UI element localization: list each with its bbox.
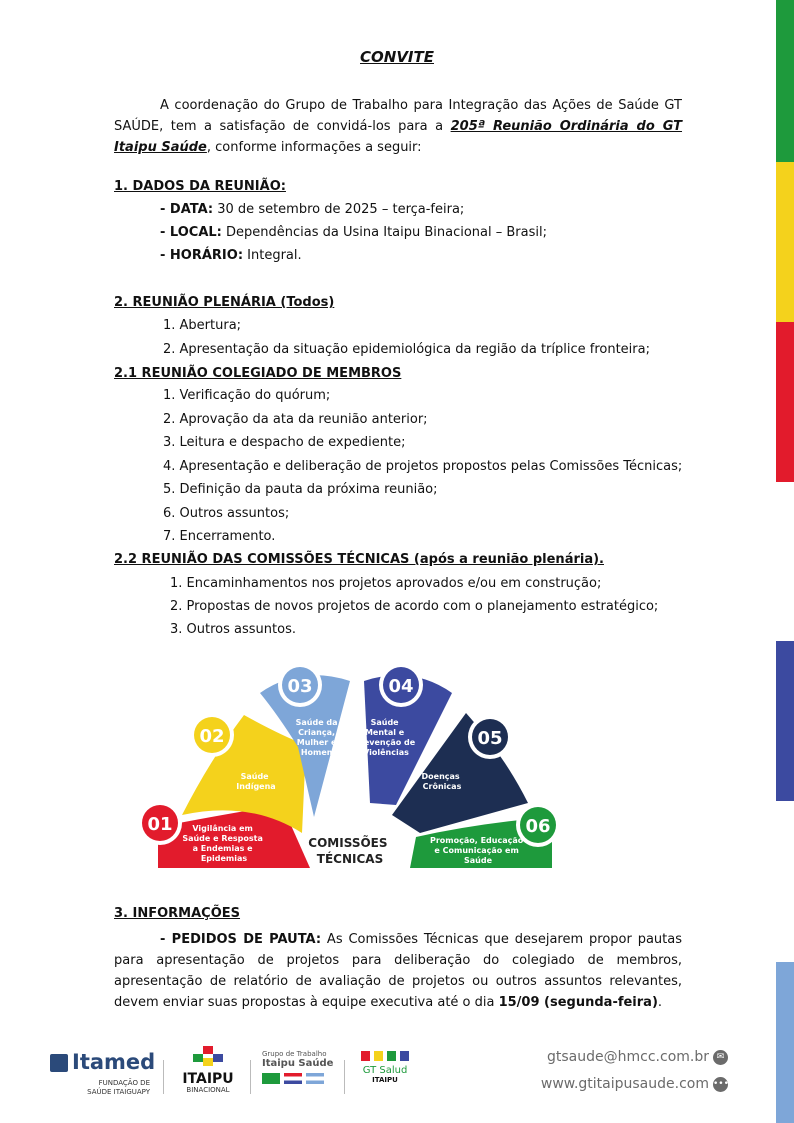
segment-number: 06 xyxy=(525,816,551,837)
page-title: CONVITE xyxy=(360,48,434,66)
list-item: 1. Verificação do quórum; xyxy=(163,388,331,403)
list-item: 2. Apresentação da situação epidemiológica da região da tríplice fronteira; xyxy=(163,342,650,357)
email-text: gtsaude@hmcc.com.br xyxy=(547,1049,709,1065)
badge-03 xyxy=(278,663,322,707)
stripe-lightblue xyxy=(776,962,794,1123)
intro-text-end: , conforme informações a seguir: xyxy=(206,140,422,155)
segment-label-06: Promoção, Educação e Comunicação em Saúde xyxy=(429,836,524,865)
commissions-diagram xyxy=(120,655,590,880)
info-date: - DATA: 30 de setembro de 2025 – terça-feira; xyxy=(160,202,465,217)
list-item: 6. Outros assuntos; xyxy=(163,506,290,521)
footer-divider xyxy=(344,1060,345,1094)
stripe-green xyxy=(776,0,794,162)
intro-text: A coordenação do Grupo de Trabalho para Integração das Ações de Saúde GT SAÚDE, tem a satisfação de convidá-los para a xyxy=(114,98,682,134)
itamed-name: Itamed xyxy=(72,1050,156,1074)
stripe-red xyxy=(776,322,794,482)
list-item: 3. Leitura e despacho de expediente; xyxy=(163,435,406,450)
list-item: 2. Propostas de novos projetos de acordo com o planejamento estratégico; xyxy=(170,599,659,614)
list-item: 2. Aprovação da ata da reunião anterior; xyxy=(163,412,428,427)
section1-heading: 1. DADOS DA REUNIÃO: xyxy=(114,179,286,194)
segment-number: 03 xyxy=(287,676,313,697)
list-item: 7. Encerramento. xyxy=(163,529,276,544)
section2-heading: 2. REUNIÃO PLENÁRIA (Todos) xyxy=(114,295,335,310)
stripe-navy xyxy=(776,641,794,801)
diagram-center-label: COMISSÕES TÉCNICAS xyxy=(308,836,388,866)
intro-paragraph xyxy=(114,95,682,158)
segment-number: 04 xyxy=(388,676,414,697)
info-time: - HORÁRIO: Integral. xyxy=(160,248,302,263)
footer-website xyxy=(541,1076,728,1092)
footer-email xyxy=(547,1049,728,1065)
badge-05 xyxy=(468,715,512,759)
itamed-logo: Itamed FUNDAÇÃO DE SAÚDE ITAIGUAPY xyxy=(50,1050,154,1100)
footer-divider xyxy=(250,1060,251,1094)
section3-heading: 3. INFORMAÇÕES xyxy=(114,906,241,921)
segment-label-01: Vigilância em Saúde e Resposta a Endemias e Epidemias xyxy=(182,824,263,863)
list-item: 5. Definição da pauta da próxima reunião; xyxy=(163,482,438,497)
section3-paragraph: - PEDIDOS DE PAUTA: As Comissões Técnicas que desejarem propor pautas para apresentação de projetos para deliberação do colegiado de membros, apresentação de relatório de avaliação de projetos ou outros assuntos relevantes, devem enviar suas propostas à equipe executiva até o dia 15/09 (segunda-feira). xyxy=(114,932,682,1010)
meeting-name: 205ª Reunião Ordinária do GT Itaipu Saúde xyxy=(114,119,683,155)
list-item: 4. Apresentação e deliberação de projetos propostos pelas Comissões Técnicas; xyxy=(163,459,683,474)
badge-04 xyxy=(379,663,423,707)
segment-number: 01 xyxy=(147,814,173,835)
deadline: 15/09 (segunda-feira) xyxy=(498,995,658,1010)
info-location: - LOCAL: Dependências da Usina Itaipu Binacional – Brasil; xyxy=(160,225,547,240)
section21-heading: 2.1 REUNIÃO COLEGIADO DE MEMBROS xyxy=(114,366,402,381)
itaipu-mark-icon xyxy=(191,1046,225,1068)
segment-label-02: Saúde Indígena xyxy=(236,772,276,791)
badge-02 xyxy=(190,713,234,757)
website-text: www.gtitaipusaude.com xyxy=(540,1076,709,1092)
email-icon: ✉ xyxy=(713,1050,728,1065)
segment-number: 05 xyxy=(477,728,503,749)
segment-label-03: Saúde da Criança, Mulher e Homem xyxy=(295,718,338,757)
list-item: 3. Outros assuntos. xyxy=(170,622,296,637)
footer-divider xyxy=(163,1060,164,1094)
itaipu-logo: ITAIPU BINACIONAL xyxy=(175,1046,241,1096)
list-item: 1. Encaminhamentos nos projetos aprovados e/ou em construção; xyxy=(170,576,602,591)
flags-icon xyxy=(262,1073,334,1088)
gt-salud-logo: GT Salud ITAIPU xyxy=(355,1050,415,1096)
section22-heading: 2.2 REUNIÃO DAS COMISSÕES TÉCNICAS (após a reunião plenária). xyxy=(114,552,604,567)
web-icon: ••• xyxy=(713,1077,728,1092)
gt-itaipu-saude-logo: Grupo de Trabalho Itaipu Saúde xyxy=(262,1050,334,1096)
segment-number: 02 xyxy=(199,726,225,747)
stripe-yellow xyxy=(776,162,794,322)
segment-label-05: Doenças Crônicas xyxy=(421,772,462,791)
gt-salud-mark-icon xyxy=(355,1050,415,1065)
badge-01 xyxy=(138,801,182,845)
list-item: 1. Abertura; xyxy=(163,318,242,333)
segment-label-04: Saúde Mental e Prevenção de Violências xyxy=(354,718,416,757)
